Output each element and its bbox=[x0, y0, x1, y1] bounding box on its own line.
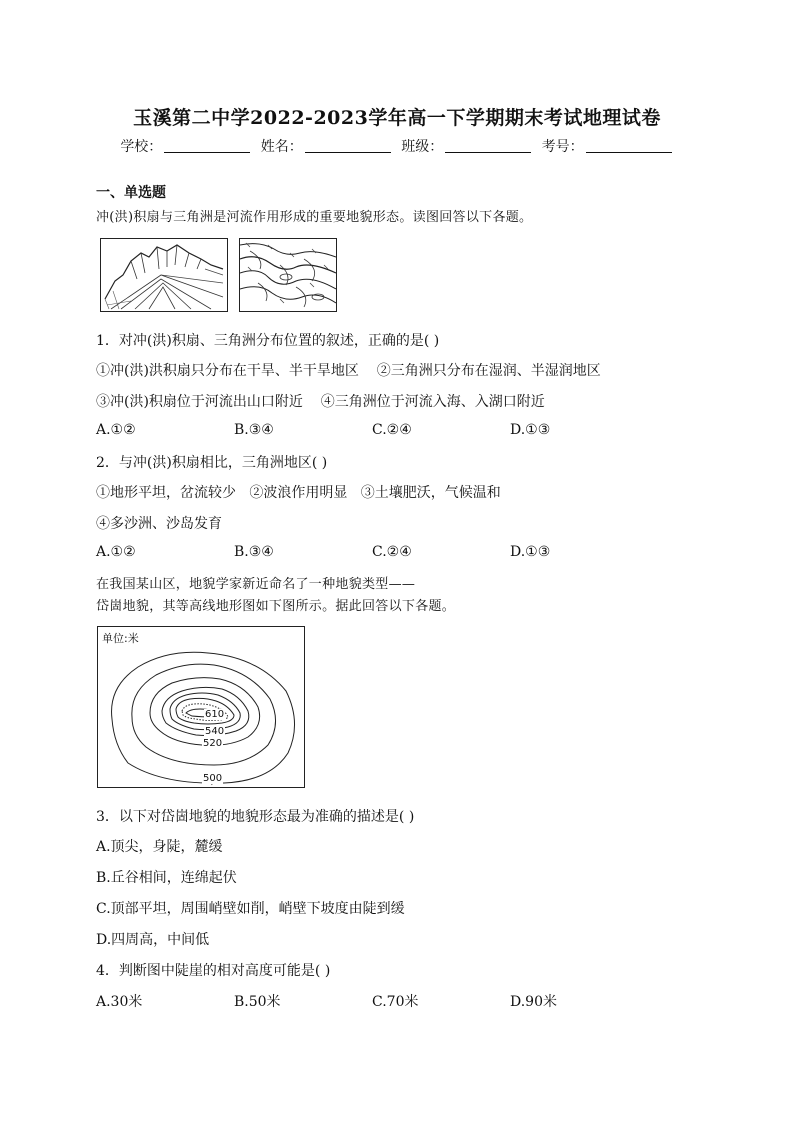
q4-option-a[interactable]: A.30米 bbox=[96, 994, 143, 1010]
intro-text-2b: 岱崮地貌，其等高线地形图如下图所示。据此回答以下各题。 bbox=[96, 599, 456, 614]
question-4-stem: 4．判断图中陡崖的相对高度可能是( ) bbox=[96, 963, 331, 979]
q1-statement-1: ①冲(洪)洪积扇只分布在干旱、半干旱地区 bbox=[96, 363, 359, 379]
q2-option-c[interactable]: C.②④ bbox=[372, 544, 412, 560]
question-3-stem: 3．以下对岱崮地貌的地貌形态最为准确的描述是( ) bbox=[96, 809, 415, 825]
q1-statement-4: ④三角洲位于河流入海、入湖口附近 bbox=[320, 394, 545, 410]
q2-statement-2: ②波浪作用明显 bbox=[249, 485, 348, 501]
contour-lines bbox=[98, 627, 304, 787]
class-blank bbox=[445, 138, 531, 153]
delta-drawing bbox=[240, 239, 336, 311]
contour-label-500: 500 bbox=[203, 773, 223, 784]
exam-title: 玉溪第二中学2022-2023学年高一下学期期末考试地理试卷 bbox=[133, 107, 661, 129]
section-heading: 一、单选题 bbox=[96, 185, 166, 201]
alluvial-fan-figure bbox=[100, 238, 228, 312]
name-blank bbox=[305, 138, 391, 153]
q1-statement-3: ③冲(洪)积扇位于河流出山口附近 bbox=[96, 394, 303, 410]
question-1-statements-b bbox=[96, 391, 545, 411]
q2-option-d[interactable]: D.①③ bbox=[510, 544, 551, 560]
question-4-options bbox=[96, 991, 648, 1011]
intro-text-1: 冲(洪)积扇与三角洲是河流作用形成的重要地貌形态。读图回答以下各题。 bbox=[96, 210, 533, 225]
q2-statement-3: ③土壤肥沃，气候温和 bbox=[360, 485, 501, 501]
student-info-row bbox=[0, 136, 794, 156]
contour-label-610: 610 bbox=[205, 709, 225, 720]
q1-option-a[interactable]: A.①② bbox=[96, 422, 136, 438]
q1-statement-2: ②三角洲只分布在湿润、半湿润地区 bbox=[376, 363, 601, 379]
intro-text-2a: 在我国某山区，地貌学家新近命名了一种地貌类型—— bbox=[96, 577, 416, 592]
school-blank bbox=[164, 138, 250, 153]
delta-figure bbox=[239, 238, 337, 312]
q4-option-c[interactable]: C.70米 bbox=[372, 994, 419, 1010]
q4-option-b[interactable]: B.50米 bbox=[234, 994, 281, 1010]
q1-option-b[interactable]: B.③④ bbox=[234, 422, 274, 438]
question-1-statements-a bbox=[96, 360, 601, 380]
map-unit-label: 单位:米 bbox=[102, 632, 139, 645]
q2-option-a[interactable]: A.①② bbox=[96, 544, 136, 560]
question-2-stem: 2．与冲(洪)积扇相比，三角洲地区( ) bbox=[96, 455, 328, 471]
question-1-options bbox=[96, 422, 648, 438]
name-label: 姓名： bbox=[260, 139, 303, 155]
exam-number-blank bbox=[586, 138, 672, 153]
q1-option-d[interactable]: D.①③ bbox=[510, 422, 551, 438]
q3-option-a[interactable]: A.顶尖，身陡，麓缓 bbox=[96, 839, 223, 855]
exam-number-label: 考号： bbox=[541, 139, 584, 155]
q3-option-b[interactable]: B.丘谷相间，连绵起伏 bbox=[96, 870, 237, 886]
school-label: 学校： bbox=[120, 139, 163, 155]
q2-statement-1: ①地形平坦，岔流较少 bbox=[96, 485, 236, 501]
question-2-statements-a bbox=[96, 482, 501, 502]
q3-option-d[interactable]: D.四周高，中间低 bbox=[96, 932, 210, 948]
question-2-options bbox=[96, 544, 648, 560]
contour-label-540: 540 bbox=[205, 726, 225, 737]
q4-option-d[interactable]: D.90米 bbox=[510, 994, 557, 1010]
class-label: 班级： bbox=[401, 139, 444, 155]
q2-option-b[interactable]: B.③④ bbox=[234, 544, 274, 560]
contour-label-520: 520 bbox=[203, 738, 223, 749]
q2-statement-4: ④多沙洲、沙岛发育 bbox=[96, 516, 222, 532]
alluvial-fan-drawing bbox=[101, 239, 227, 311]
q3-option-c[interactable]: C.顶部平坦，周围峭壁如削，峭壁下坡度由陡到缓 bbox=[96, 901, 405, 917]
q1-option-c[interactable]: C.②④ bbox=[372, 422, 412, 438]
contour-map-figure bbox=[97, 626, 305, 788]
question-1-stem: 1．对冲(洪)积扇、三角洲分布位置的叙述，正确的是( ) bbox=[96, 333, 440, 349]
